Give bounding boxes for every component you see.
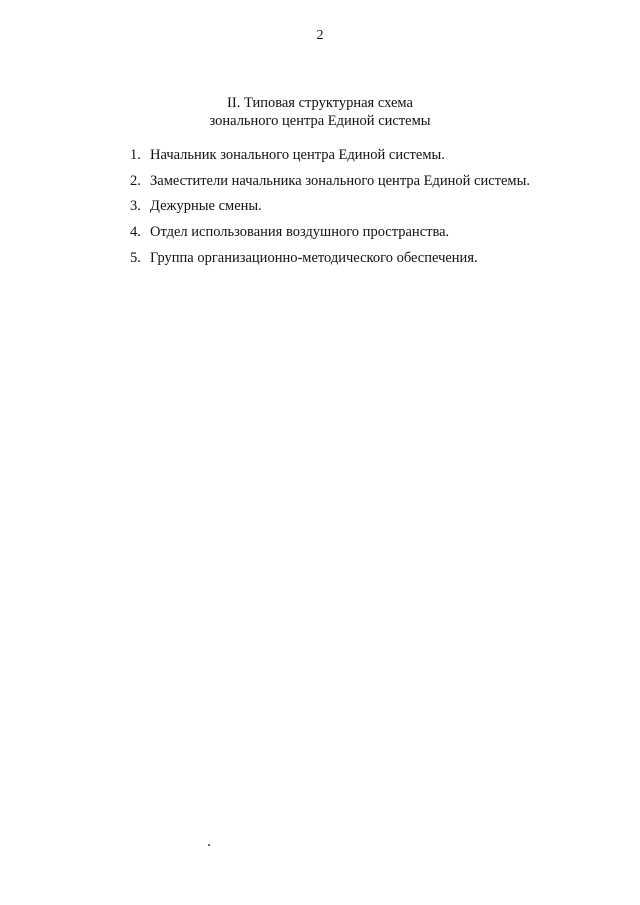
list-item-text: Дежурные смены. — [150, 198, 262, 215]
list-item-number: 2. — [130, 172, 141, 189]
list-item-text: Заместители начальника зонального центра Единой системы. — [150, 172, 530, 189]
list-item-text: Начальник зонального центра Единой системы. — [150, 147, 445, 163]
list-item-text: Группа организационно-методического обеспечения. — [150, 249, 478, 266]
list-item — [130, 197, 530, 223]
list-item-text: Отдел использования воздушного пространства. — [150, 224, 450, 241]
list-item-number: 1. — [130, 147, 141, 163]
page-number: 2 — [316, 28, 324, 43]
section-heading-line-2: зонального центра Единой системы — [209, 113, 431, 129]
list-item — [130, 223, 530, 249]
section-heading — [0, 94, 640, 130]
list-item — [130, 172, 530, 198]
list-item-number: 5. — [130, 249, 141, 266]
list-item — [130, 249, 530, 275]
scan-speck — [208, 844, 210, 846]
list-item — [130, 146, 530, 172]
list-item-number: 4. — [130, 224, 141, 241]
list-item-number: 3. — [130, 198, 141, 215]
section-heading-line-1: II. Типовая структурная схема — [227, 95, 413, 111]
structure-list — [130, 146, 530, 274]
